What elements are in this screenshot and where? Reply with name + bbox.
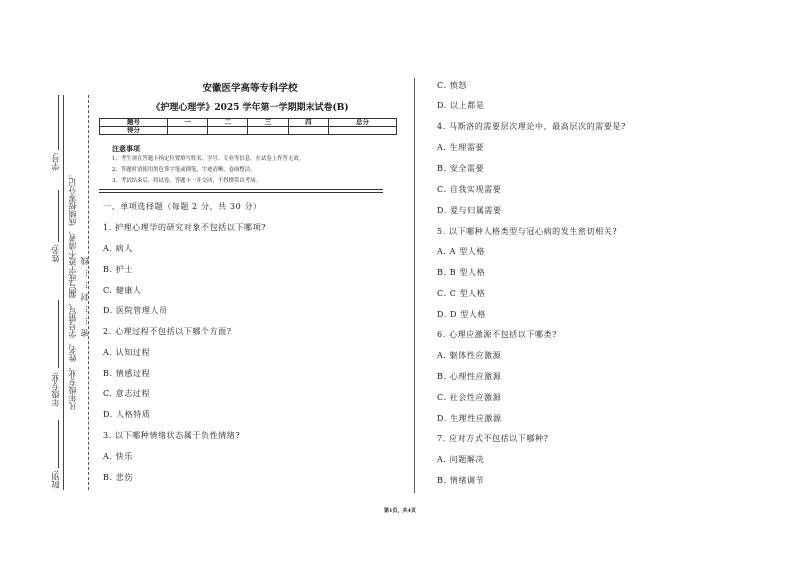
margin-line-outer <box>63 95 64 490</box>
option[interactable]: D. 以上都是 <box>437 101 485 110</box>
score-header-cell: 四 <box>288 119 328 127</box>
score-cell[interactable] <box>208 127 248 135</box>
score-cell[interactable] <box>167 127 207 135</box>
option[interactable]: D. D 型人格 <box>437 310 486 319</box>
option[interactable]: D. 医院管理人员 <box>103 306 168 315</box>
notice-item: 3、考试结束后，将试卷、答题卡一并交回，不得携带出考场。 <box>112 178 261 184</box>
score-table-header-row <box>100 119 397 127</box>
score-cell[interactable] <box>248 127 288 135</box>
section-heading: 一、单项选择题（每题 2 分，共 30 分） <box>103 202 262 211</box>
name-label: 姓名: <box>51 244 60 263</box>
option[interactable]: C. 意志过程 <box>103 389 151 398</box>
option[interactable]: D. 生理性应激源 <box>437 414 502 423</box>
option[interactable]: C. 健康人 <box>103 286 142 295</box>
question-stem: 5. 以下哪种人格类型与冠心病的发生密切相关? <box>437 227 618 236</box>
option[interactable]: C. 自我实现需要 <box>437 185 502 194</box>
score-table <box>99 118 397 135</box>
notice-title: 注意事项 <box>112 144 140 153</box>
divider <box>99 189 383 190</box>
option[interactable]: B. B 型人格 <box>437 268 486 277</box>
option[interactable]: C. 愤怒 <box>437 81 467 90</box>
question-stem: 6. 心理应激源不包括以下哪类? <box>437 330 558 339</box>
grade-major-label: 年级专业: <box>51 372 60 407</box>
student-id-line[interactable] <box>58 95 59 150</box>
option[interactable]: C. 社会性应激源 <box>437 393 502 402</box>
college-label: 院别: <box>51 470 60 489</box>
option[interactable]: D. 人格特质 <box>103 410 151 419</box>
option[interactable]: B. 情绪调节 <box>437 476 485 485</box>
option[interactable]: B. 悲伤 <box>103 473 133 482</box>
score-header-cell: 总分 <box>329 119 397 127</box>
notice-item: 1、考生须在答题卡指定位置填写姓名、学号、专业等信息，在试卷上作答无效。 <box>112 156 305 162</box>
option[interactable]: A. 认知过程 <box>103 348 151 357</box>
score-table-score-row <box>100 127 397 135</box>
option[interactable]: A. 生理需要 <box>437 143 485 152</box>
page-number: 第1页，共4页 <box>384 508 416 514</box>
option[interactable]: D. 爱与归属需要 <box>437 206 502 215</box>
option[interactable]: B. 安全需要 <box>437 164 485 173</box>
option[interactable]: A. 病人 <box>103 244 133 253</box>
option[interactable]: B. 情感过程 <box>103 369 151 378</box>
binding-warning: 凡年级专业、姓名、学号错写、漏写或字迹不清者，成绩按零分记。 <box>68 170 77 410</box>
option[interactable]: A. 问题解决 <box>437 455 485 464</box>
student-id-label: 学号: <box>51 152 60 171</box>
score-header-cell: 一 <box>167 119 207 127</box>
score-row-label: 得分 <box>100 127 168 135</box>
option[interactable]: A. A 型人格 <box>437 247 485 256</box>
grade-major-line[interactable] <box>58 300 59 368</box>
college-line[interactable] <box>58 420 59 468</box>
option[interactable]: C. C 型人格 <box>437 289 486 298</box>
question-stem: 2. 心理过程不包括以下哪个方面? <box>103 327 232 336</box>
question-stem: 4. 马斯洛的需要层次理论中，最高层次的需要是? <box>437 122 626 131</box>
score-header-cell: 题号 <box>100 119 168 127</box>
seal-line-text: 密……封……线 <box>80 253 89 337</box>
option[interactable]: A. 躯体性应激源 <box>437 351 502 360</box>
column-divider <box>414 78 415 493</box>
score-cell[interactable] <box>329 127 397 135</box>
score-cell[interactable] <box>288 127 328 135</box>
exam-title: 《护理心理学》2025 学年第一学期期末试卷(B) <box>151 103 349 113</box>
name-line[interactable] <box>58 190 59 242</box>
question-stem: 3. 以下哪种情绪状态属于负性情绪? <box>103 431 241 440</box>
notice-item: 2、答题时请使用黑色签字笔或钢笔，字迹清晰，卷面整洁。 <box>112 167 256 173</box>
score-header-cell: 二 <box>208 119 248 127</box>
question-stem: 7. 应对方式不包括以下哪种? <box>437 434 549 443</box>
score-header-cell: 三 <box>248 119 288 127</box>
option[interactable]: A. 快乐 <box>103 452 133 461</box>
question-stem: 1. 护理心理学的研究对象不包括以下哪项? <box>103 223 267 232</box>
divider <box>99 192 383 193</box>
school-name: 安徽医学高等专科学校 <box>202 83 298 94</box>
option[interactable]: B. 护士 <box>103 265 133 274</box>
option[interactable]: B. 心理性应激源 <box>437 372 502 381</box>
